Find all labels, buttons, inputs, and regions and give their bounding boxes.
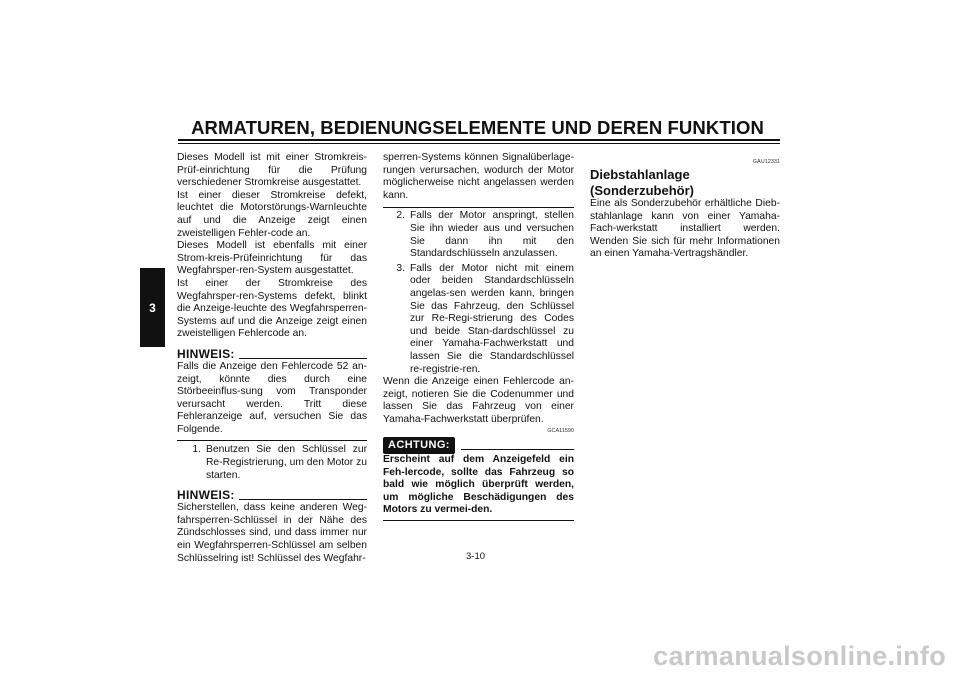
- step-text: Falls der Motor nicht mit einem oder beiden Standardschlüsseln angelas-sen werden kann, bringen Sie das Fahrzeug, den Schlüssel zur Re-Regi-strierung des Codes und beide Stan-dardschlüssel zu einer Yamaha-Fachwerkstatt und lassen Sie die Standardschlüssel re-registrie-ren.: [410, 262, 574, 375]
- column-left: [177, 152, 367, 565]
- step-number: 1.: [192, 444, 201, 456]
- achtung-end-rule: [383, 520, 574, 521]
- list-item: [383, 263, 574, 376]
- hinweis-heading: [177, 348, 367, 361]
- achtung-rule: [461, 449, 574, 450]
- list-item: [179, 444, 367, 482]
- chapter-tab: 3: [140, 268, 165, 347]
- step-list: [177, 444, 367, 482]
- section-title: Diebstahlanlage: [590, 167, 690, 182]
- hinweis-heading: [177, 489, 367, 502]
- title-rule: [178, 139, 780, 141]
- paragraph: sperren-Systems können Signalüberlage-rungen verursachen, wodurch der Motor möglicherweise nicht angelassen werden kann.: [383, 152, 574, 201]
- column-middle: [383, 152, 574, 521]
- step-text: Benutzen Sie den Schlüssel zur Re-Registrierung, um den Motor zu starten.: [206, 444, 367, 481]
- hinweis-label: HINWEIS:: [177, 488, 235, 503]
- hinweis-end-rule: [177, 440, 367, 441]
- paragraph: Ist einer der Stromkreise des Wegfahrsper-ren-Systems defekt, blinkt die Anzeige-leuchte des Wegfahrsperren-Systems auf und die Anzeige zeigt einen zweistelligen Fehlercode an.: [177, 277, 367, 340]
- page-title: ARMATUREN, BEDIENUNGSELEMENTE UND DEREN FUNKTION: [191, 117, 764, 138]
- page-number: 3-10: [466, 551, 486, 562]
- paragraph: Eine als Sonderzubehör erhältliche Dieb-stahlanlage kann von einer Yamaha-Fach-werkstatt installiert werden. Wenden Sie sich für mehr Informationen an einen Yamaha-Vertragshändler.: [590, 198, 780, 260]
- list-item: [383, 210, 574, 260]
- paragraph: Wenn die Anzeige einen Fehlercode an-zeigt, notieren Sie die Codenummer und lassen Sie das Fahrzeug von einer Yamaha-Fachwerkstatt überprüfen.: [383, 376, 574, 425]
- hinweis-rule: [239, 358, 367, 359]
- achtung-heading: [383, 437, 574, 454]
- step-text: Falls der Motor anspringt, stellen Sie ihn wieder aus und versuchen Sie dann ihn mit den Standardschlüsseln anzulassen.: [410, 210, 574, 260]
- step-number: 3.: [396, 262, 405, 274]
- paragraph: Dieses Modell ist ebenfalls mit einer Strom-kreis-Prüfeinrichtung für das Wegfahrsper-ren-System ausgestattet.: [177, 240, 367, 277]
- title-rule-thin: [178, 143, 780, 144]
- hinweis-text: Falls die Anzeige den Fehlercode 52 an-zeigt, könnte dies durch eine Störbeeinflus-sung vom Transponder verursacht werden. Tritt diese Fehleranzeige auf, versuchen Sie das Folgende.: [177, 360, 367, 435]
- step-number: 2.: [396, 210, 405, 222]
- hinweis-rule: [239, 499, 367, 500]
- achtung-text: Erscheint auf dem Anzeigefeld ein Feh-lercode, sollte das Fahrzeug so bald wie möglich überprüft werden, um mögliche Beschädigungen des Motors zu vermei-den.: [383, 454, 574, 516]
- watermark: carmanualsonline.info: [653, 641, 946, 671]
- hinweis-text: Sicherstellen, dass keine anderen Weg-fahrsperren-Schlüssel in der Nähe des Zündschlosses sind, und dass immer nur ein Wegfahrsperren-Schlüssel am selben Schlüsselring ist! Schlüssel des Wegfahr-: [177, 502, 367, 564]
- reference-code: GCA11590: [547, 428, 574, 435]
- paragraph: Dieses Modell ist mit einer Stromkreis-Prüf-einrichtung für die Prüfung verschiedener Stromkreise ausgestattet.: [177, 152, 367, 189]
- column-right: [590, 157, 780, 261]
- section-subtitle: (Sonderzubehör): [590, 183, 694, 198]
- paragraph: Ist einer dieser Stromkreise defekt, leuchtet die Motorstörungs-Warnleuchte auf und die Anzeige zeigt einen zweistelligen Fehler-code an.: [177, 189, 367, 239]
- hinweis-label: HINWEIS:: [177, 346, 235, 361]
- hinweis-end-rule: [383, 207, 574, 208]
- achtung-label: ACHTUNG:: [383, 437, 455, 454]
- reference-code: GAU12331: [752, 159, 780, 165]
